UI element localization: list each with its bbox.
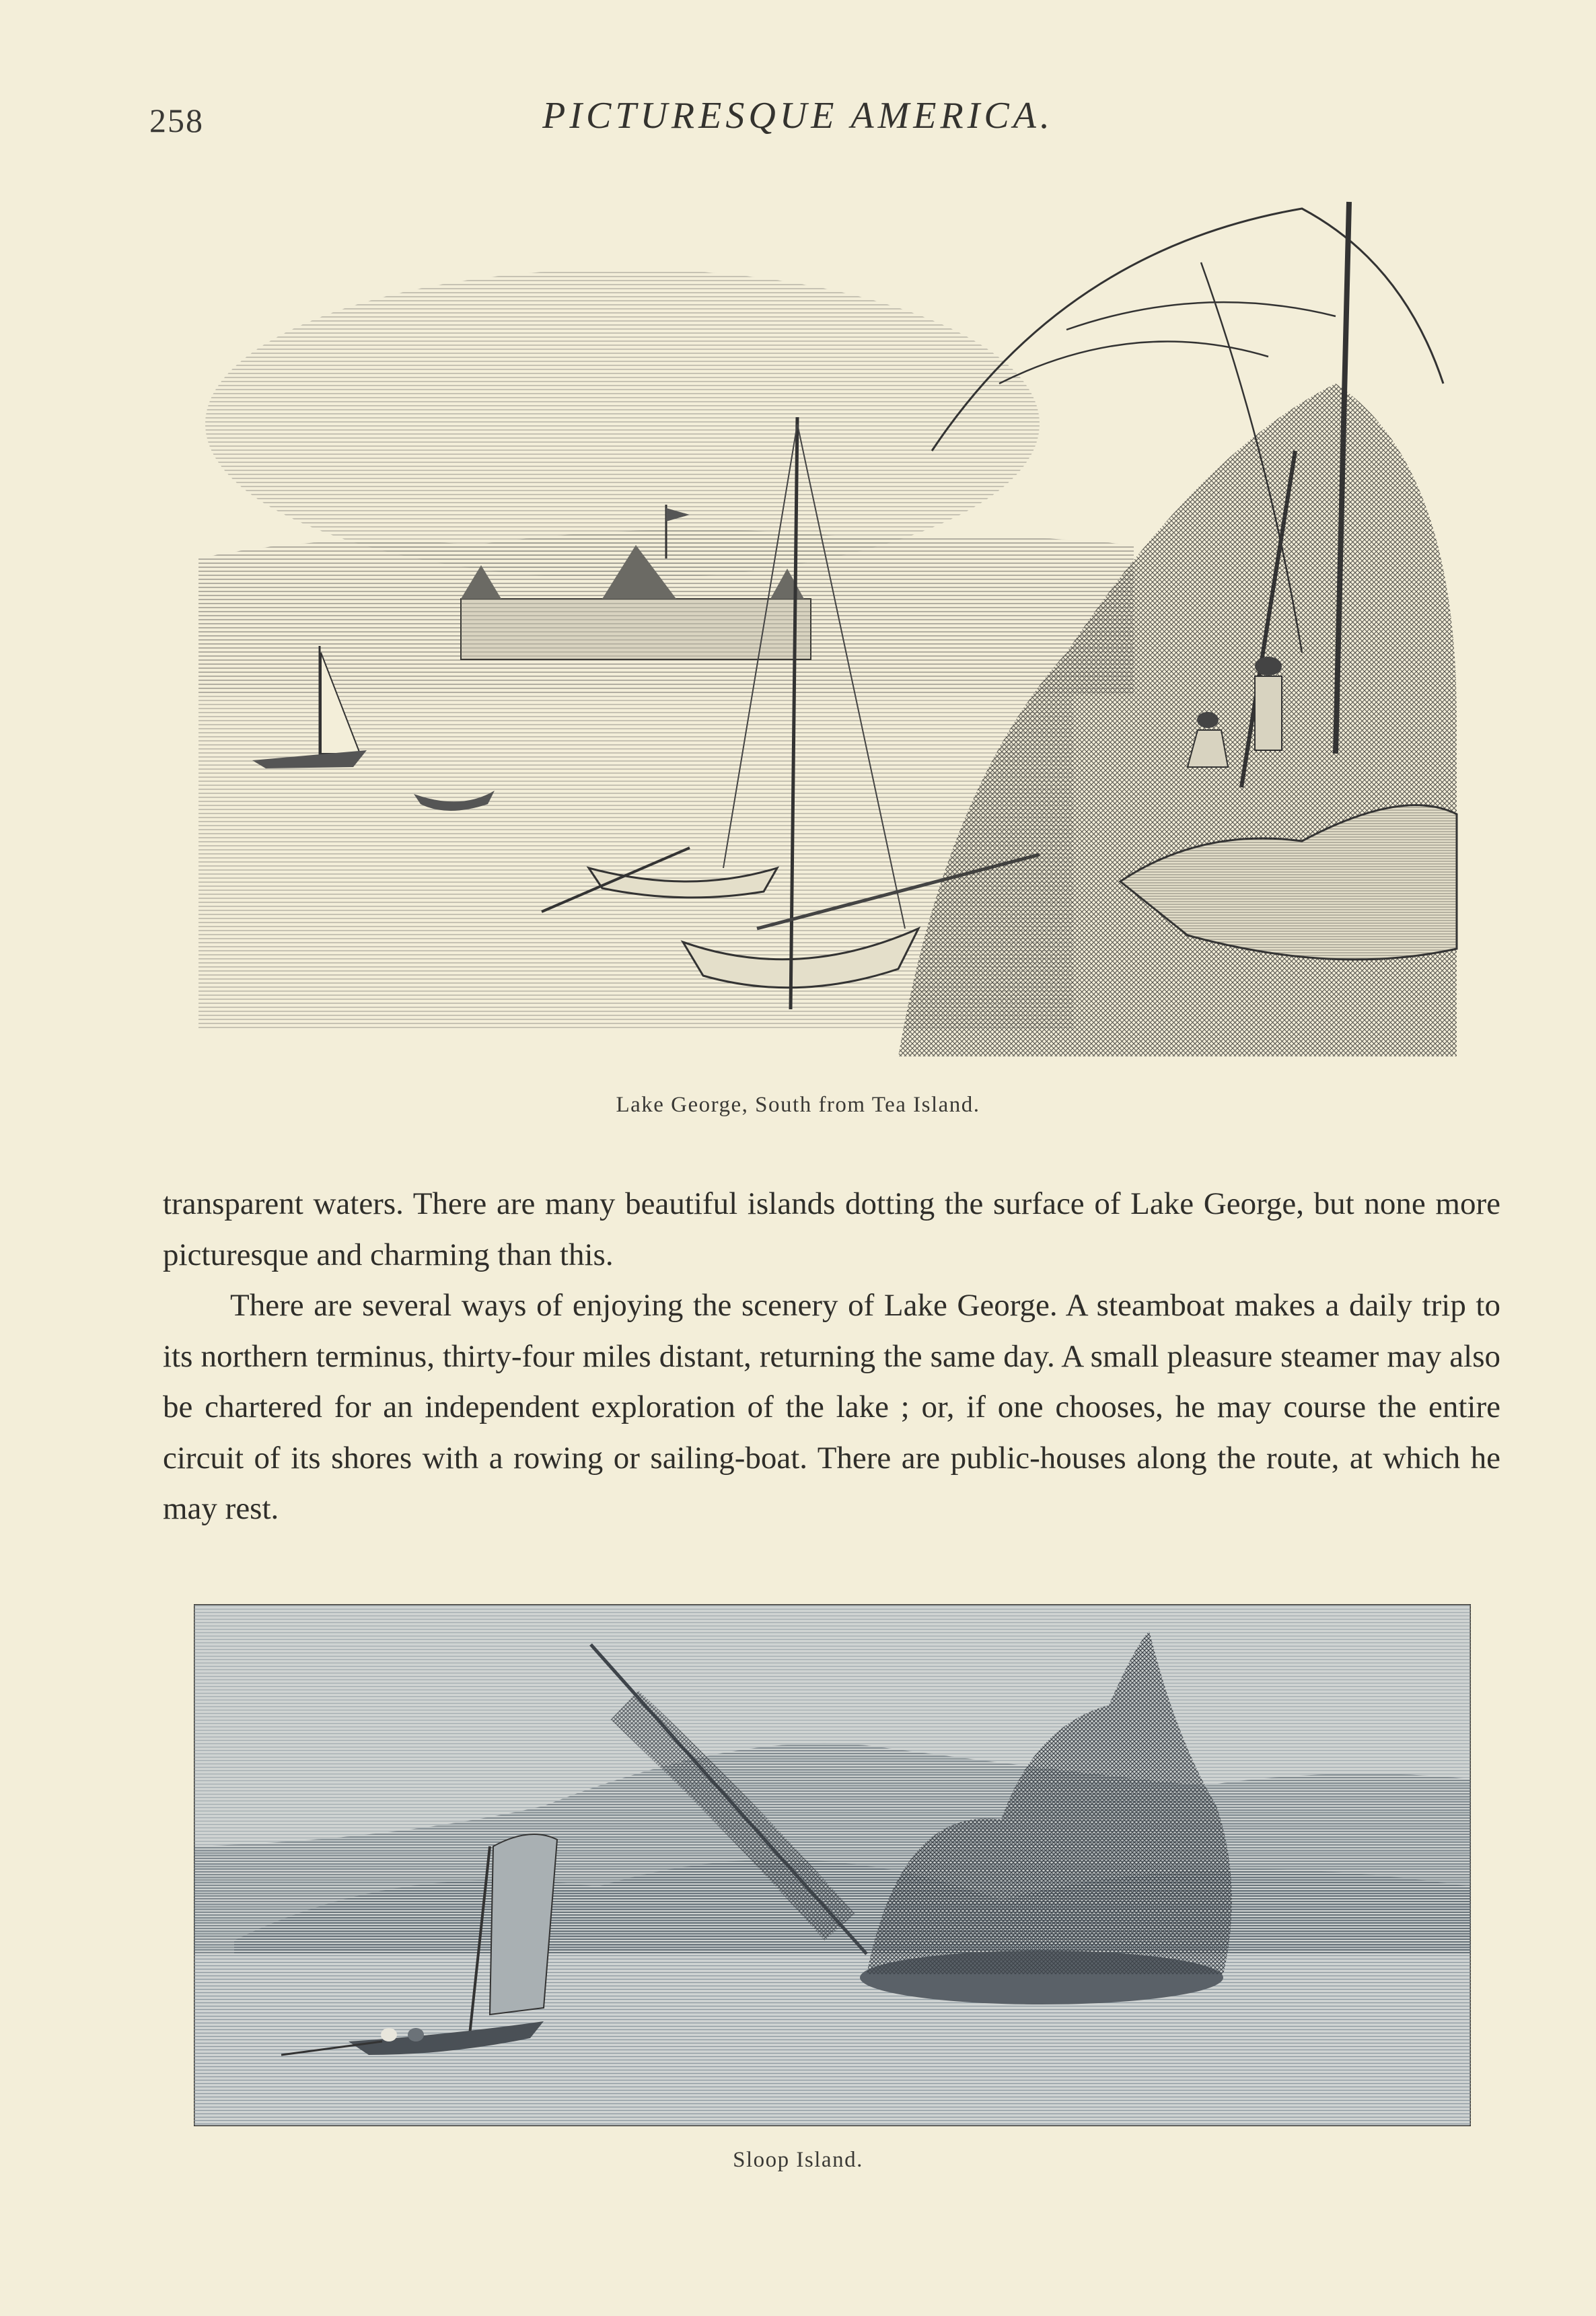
caption-sloop-island: Sloop Island. — [733, 2148, 863, 2172]
illustration-lake-george — [192, 182, 1470, 1077]
running-title: PICTURESQUE AMERICA. — [542, 95, 1054, 137]
body-text — [163, 1179, 1500, 1535]
caption-lake-george: Lake George, South from Tea Island. — [616, 1093, 980, 1117]
engraving-lake-george — [192, 182, 1470, 1077]
engraving-sloop-island — [194, 1604, 1471, 2126]
page-number: 258 — [149, 102, 204, 139]
paragraph-1: transparent waters. There are many beautiful islands dotting the surface of Lake George, but none more picturesque and charming than this. — [163, 1186, 1500, 1272]
illustration-sloop-island — [194, 1604, 1471, 2126]
paragraph-2: There are several ways of enjoying the scenery of Lake George. A steamboat makes a daily trip to its northern terminus, thirty-four miles distant, returning the same day. A small pleasure steamer may also be chartered for an independent exploration of the lake ; or, if one chooses, he may course the entire circuit of its shores with a rowing or sailing-boat. There are public-houses along the route, at which he may rest. — [163, 1288, 1500, 1526]
